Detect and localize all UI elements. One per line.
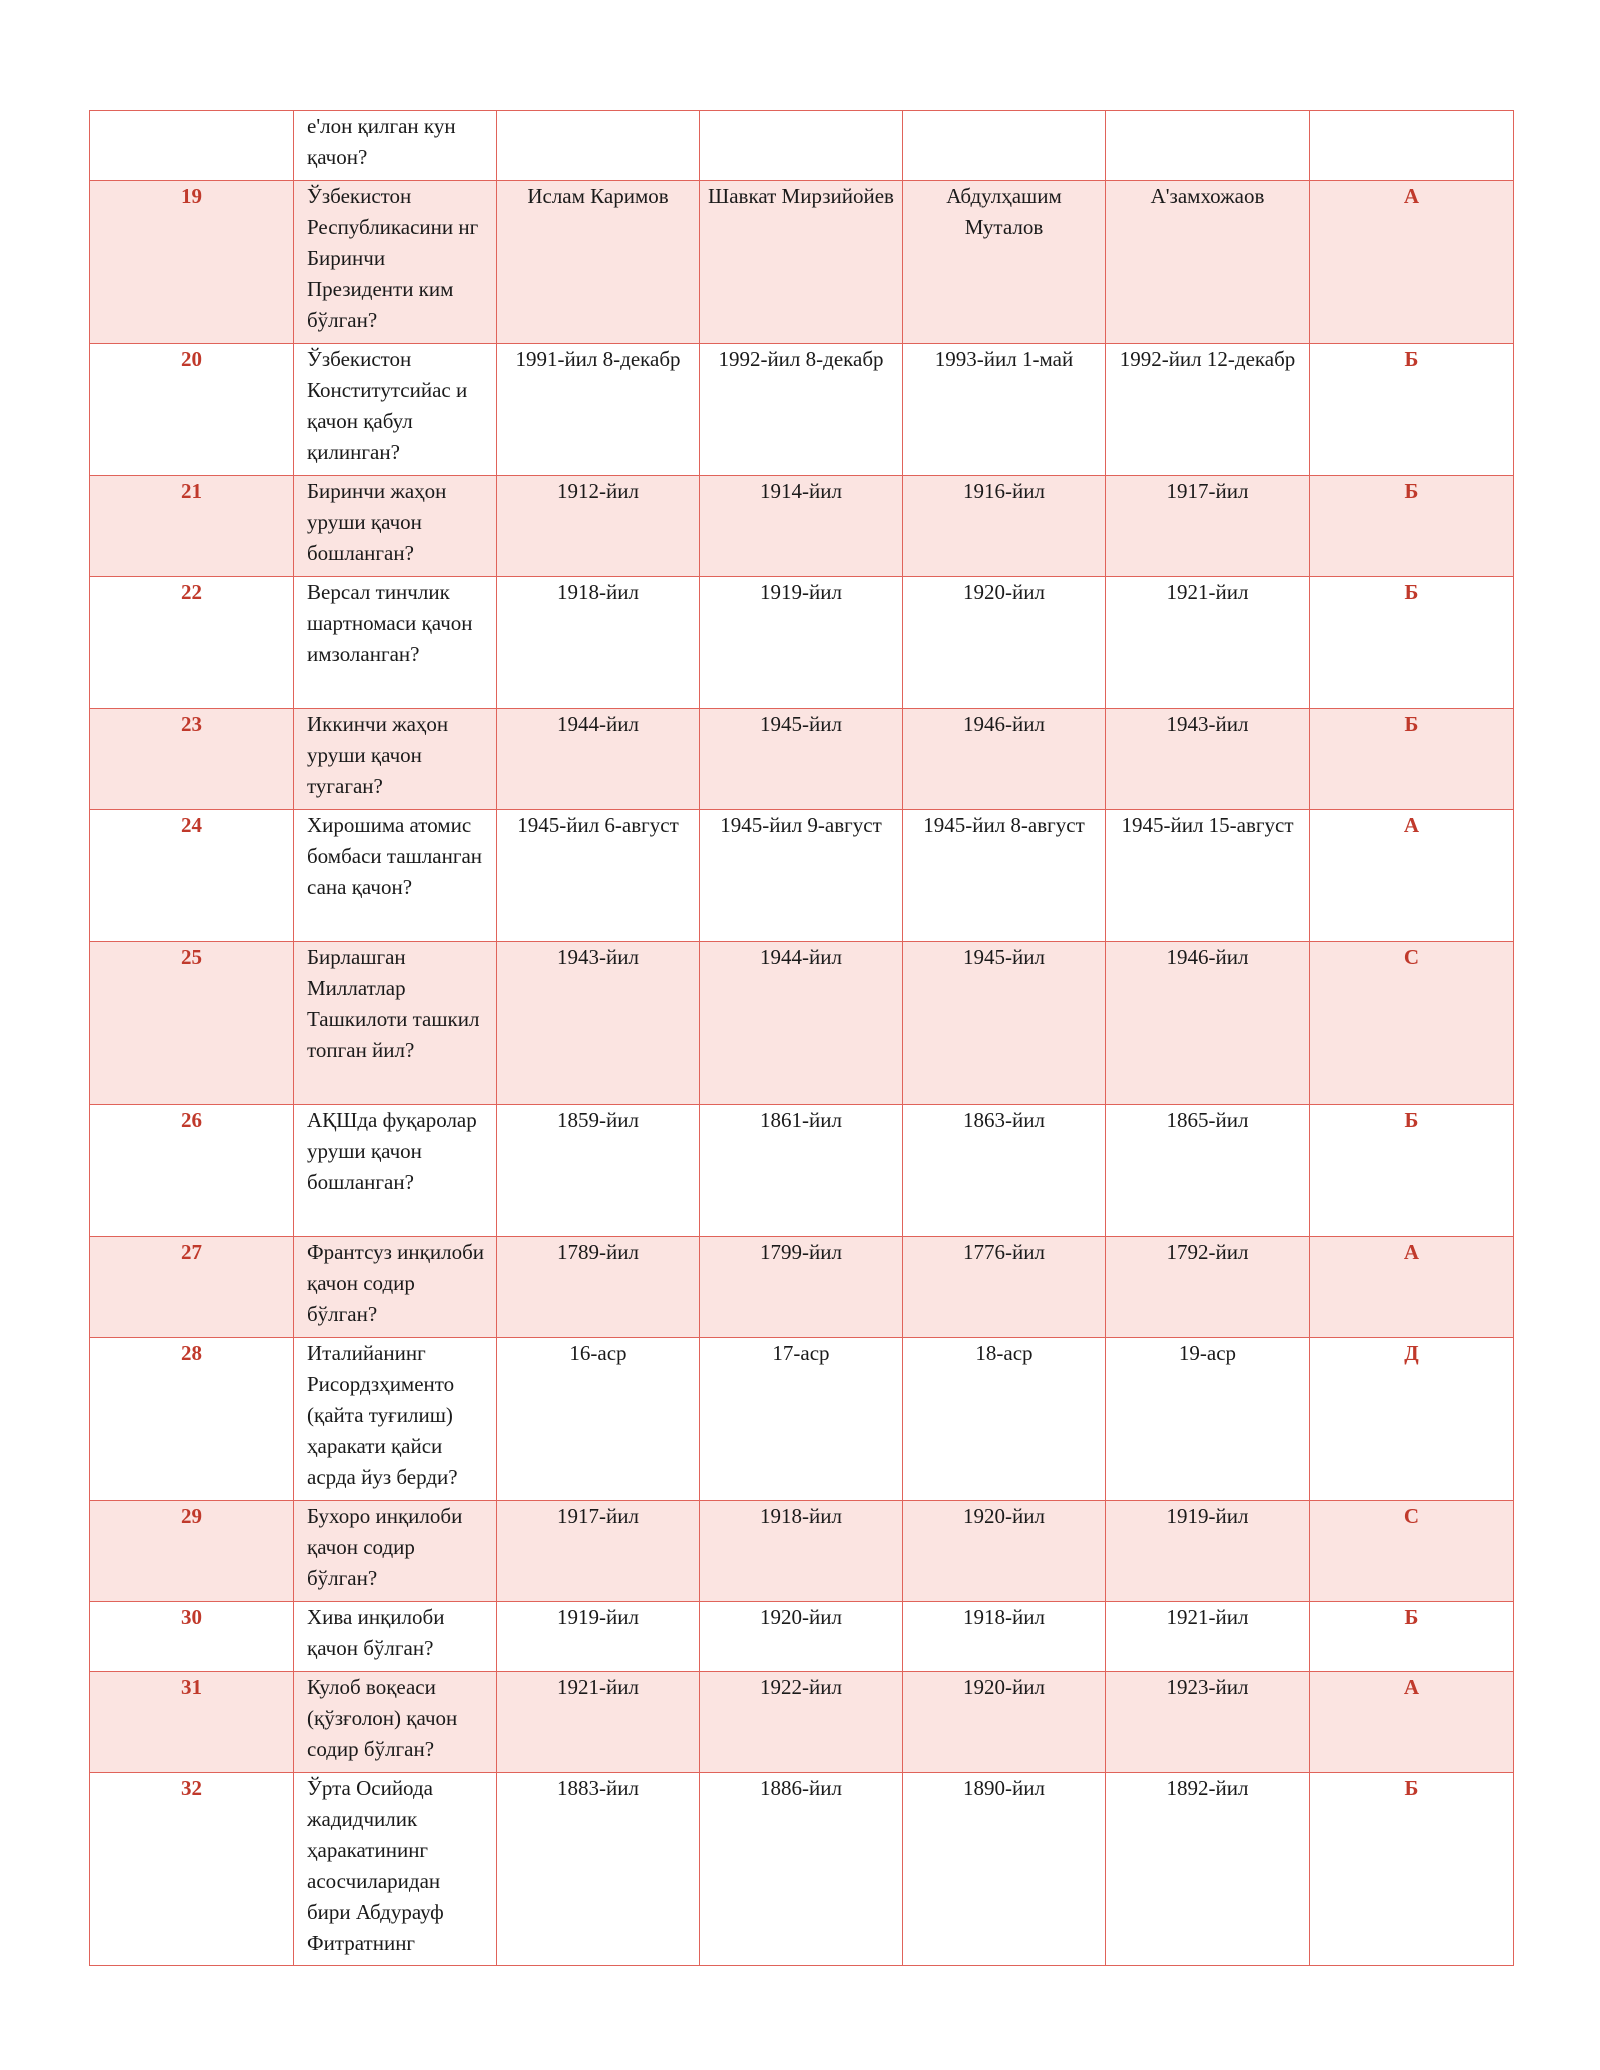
- option-a: [497, 111, 700, 181]
- correct-answer: Б: [1310, 577, 1514, 709]
- option-d: 1792-йил: [1106, 1237, 1310, 1338]
- question-number: 21: [90, 476, 294, 577]
- table-row: [90, 577, 1514, 709]
- question-text: Франтсуз инқилоби қачон содир бўлган?: [294, 1237, 497, 1338]
- table-row: [90, 1501, 1514, 1602]
- question-text: Ўзбекистон Республикасини нг Биринчи Президенти ким бўлган?: [294, 181, 497, 344]
- option-c: 1946-йил: [903, 709, 1106, 810]
- option-c: 1890-йил: [903, 1773, 1106, 1966]
- question-number: 22: [90, 577, 294, 709]
- option-a: 1943-йил: [497, 942, 700, 1105]
- option-c: 1776-йил: [903, 1237, 1106, 1338]
- question-text: Ўзбекистон Конститутсийас и қачон қабул қилинган?: [294, 344, 497, 476]
- option-d: [1106, 111, 1310, 181]
- question-number: 19: [90, 181, 294, 344]
- question-text: Бухоро инқилоби қачон содир бўлган?: [294, 1501, 497, 1602]
- question-text: Иккинчи жаҳон уруши қачон тугаган?: [294, 709, 497, 810]
- option-d: 1917-йил: [1106, 476, 1310, 577]
- option-a: 1883-йил: [497, 1773, 700, 1966]
- table-row: [90, 181, 1514, 344]
- table-row: [90, 1237, 1514, 1338]
- option-c: 1920-йил: [903, 577, 1106, 709]
- option-c: 1945-йил 8-август: [903, 810, 1106, 942]
- option-c: 1918-йил: [903, 1602, 1106, 1672]
- table-row: [90, 810, 1514, 942]
- correct-answer: Б: [1310, 1105, 1514, 1237]
- question-text: Италийанинг Рисордзҳименто (қайта туғилиш) ҳаракати қайси асрда йуз берди?: [294, 1338, 497, 1501]
- option-b: 1861-йил: [700, 1105, 903, 1237]
- table-row: [90, 1773, 1514, 1966]
- question-number: 32: [90, 1773, 294, 1966]
- table-row: [90, 1672, 1514, 1773]
- option-b: 1918-йил: [700, 1501, 903, 1602]
- option-b: [700, 111, 903, 181]
- table-row: [90, 1105, 1514, 1237]
- option-c: 1945-йил: [903, 942, 1106, 1105]
- quiz-table: [89, 110, 1514, 1966]
- correct-answer: Б: [1310, 476, 1514, 577]
- question-number: 31: [90, 1672, 294, 1773]
- table-row: [90, 709, 1514, 810]
- option-c: 1916-йил: [903, 476, 1106, 577]
- option-d: 1921-йил: [1106, 1602, 1310, 1672]
- correct-answer: А: [1310, 1672, 1514, 1773]
- question-text: Кулоб воқеаси (қўзғолон) қачон содир бўлган?: [294, 1672, 497, 1773]
- option-c: [903, 111, 1106, 181]
- option-c: Абдулҳашим Муталов: [903, 181, 1106, 344]
- option-c: 1920-йил: [903, 1672, 1106, 1773]
- question-text: Ўрта Осийода жадидчилик ҳаракатининг асосчиларидан бири Абдурауф Фитратнинг: [294, 1773, 497, 1966]
- question-text: Версал тинчлик шартномаси қачон имзоланган?: [294, 577, 497, 709]
- table-row: [90, 476, 1514, 577]
- question-number: 24: [90, 810, 294, 942]
- correct-answer: А: [1310, 181, 1514, 344]
- correct-answer: Б: [1310, 1602, 1514, 1672]
- question-text: Хирошима атомис бомбаси ташланган сана қачон?: [294, 810, 497, 942]
- option-a: 1918-йил: [497, 577, 700, 709]
- option-b: 1944-йил: [700, 942, 903, 1105]
- option-b: 17-аср: [700, 1338, 903, 1501]
- option-a: Ислам Каримов: [497, 181, 700, 344]
- correct-answer: Д: [1310, 1338, 1514, 1501]
- option-b: 1945-йил: [700, 709, 903, 810]
- correct-answer: Б: [1310, 709, 1514, 810]
- option-a: 1944-йил: [497, 709, 700, 810]
- option-b: 1922-йил: [700, 1672, 903, 1773]
- correct-answer: Б: [1310, 1773, 1514, 1966]
- question-text: Биринчи жаҳон уруши қачон бошланган?: [294, 476, 497, 577]
- correct-answer: С: [1310, 942, 1514, 1105]
- option-d: 1892-йил: [1106, 1773, 1310, 1966]
- correct-answer: Б: [1310, 344, 1514, 476]
- option-b: 1919-йил: [700, 577, 903, 709]
- option-d: 1943-йил: [1106, 709, 1310, 810]
- question-text: Хива инқилоби қачон бўлган?: [294, 1602, 497, 1672]
- option-d: 1992-йил 12-декабр: [1106, 344, 1310, 476]
- option-d: 1946-йил: [1106, 942, 1310, 1105]
- option-b: 1945-йил 9-август: [700, 810, 903, 942]
- option-c: 18-аср: [903, 1338, 1106, 1501]
- correct-answer: А: [1310, 1237, 1514, 1338]
- question-number: 20: [90, 344, 294, 476]
- question-number: 29: [90, 1501, 294, 1602]
- question-number: 28: [90, 1338, 294, 1501]
- question-number: 23: [90, 709, 294, 810]
- option-b: Шавкат Мирзийойев: [700, 181, 903, 344]
- option-d: 1921-йил: [1106, 577, 1310, 709]
- correct-answer: А: [1310, 810, 1514, 942]
- question-number: [90, 111, 294, 181]
- option-a: 1859-йил: [497, 1105, 700, 1237]
- question-text: Бирлашган Миллатлар Ташкилоти ташкил топган йил?: [294, 942, 497, 1105]
- option-a: 1991-йил 8-декабр: [497, 344, 700, 476]
- option-d: 19-аср: [1106, 1338, 1310, 1501]
- option-b: 1886-йил: [700, 1773, 903, 1966]
- option-d: А'замхожаов: [1106, 181, 1310, 344]
- question-number: 25: [90, 942, 294, 1105]
- table-row: [90, 344, 1514, 476]
- option-c: 1920-йил: [903, 1501, 1106, 1602]
- table-row: [90, 1602, 1514, 1672]
- option-a: 16-аср: [497, 1338, 700, 1501]
- option-d: 1945-йил 15-август: [1106, 810, 1310, 942]
- option-b: 1920-йил: [700, 1602, 903, 1672]
- option-a: 1921-йил: [497, 1672, 700, 1773]
- question-text: е'лон қилган кун қачон?: [294, 111, 497, 181]
- option-b: 1914-йил: [700, 476, 903, 577]
- option-b: 1799-йил: [700, 1237, 903, 1338]
- question-number: 27: [90, 1237, 294, 1338]
- option-c: 1863-йил: [903, 1105, 1106, 1237]
- option-a: 1917-йил: [497, 1501, 700, 1602]
- option-a: 1919-йил: [497, 1602, 700, 1672]
- option-d: 1923-йил: [1106, 1672, 1310, 1773]
- correct-answer: С: [1310, 1501, 1514, 1602]
- option-a: 1912-йил: [497, 476, 700, 577]
- option-a: 1789-йил: [497, 1237, 700, 1338]
- option-d: 1919-йил: [1106, 1501, 1310, 1602]
- question-number: 30: [90, 1602, 294, 1672]
- option-c: 1993-йил 1-май: [903, 344, 1106, 476]
- option-b: 1992-йил 8-декабр: [700, 344, 903, 476]
- option-a: 1945-йил 6-август: [497, 810, 700, 942]
- correct-answer: [1310, 111, 1514, 181]
- table-row: [90, 111, 1514, 181]
- question-text: АҚШда фуқаролар уруши қачон бошланган?: [294, 1105, 497, 1237]
- table-row: [90, 1338, 1514, 1501]
- question-number: 26: [90, 1105, 294, 1237]
- table-row: [90, 942, 1514, 1105]
- option-d: 1865-йил: [1106, 1105, 1310, 1237]
